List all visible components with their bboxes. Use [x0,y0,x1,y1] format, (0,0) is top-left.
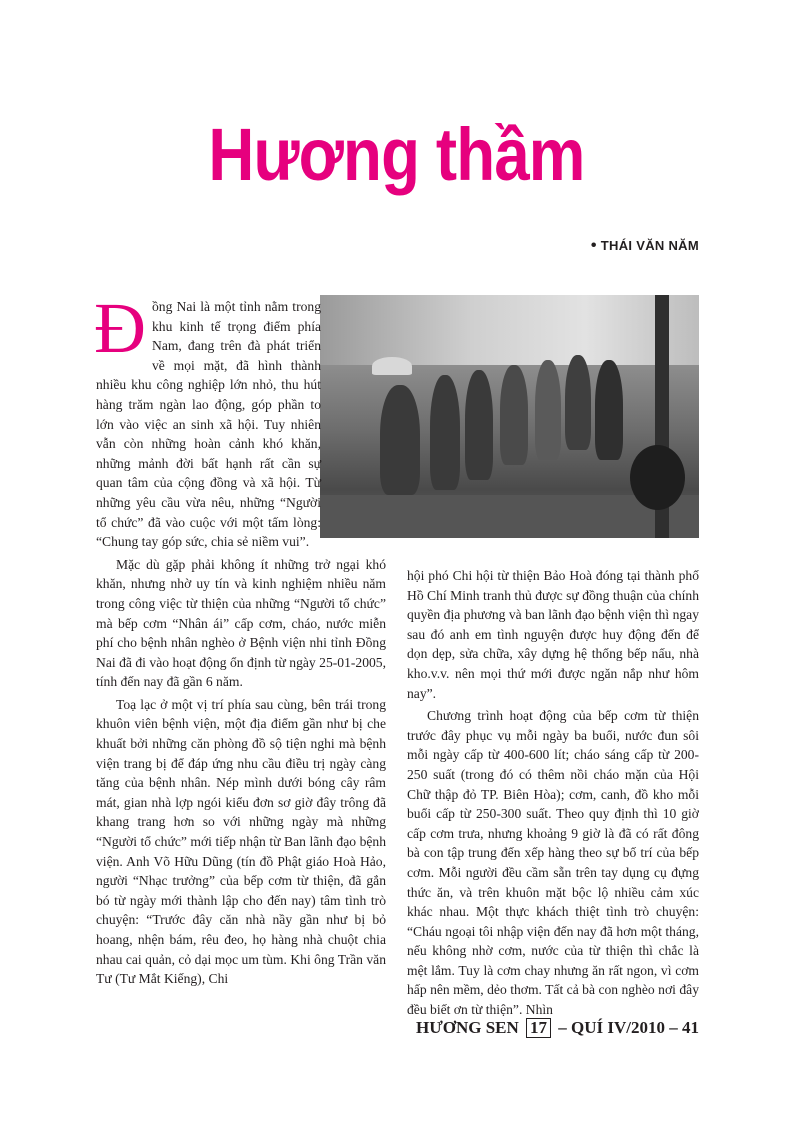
column-right [407,566,699,1020]
byline [591,237,699,255]
paragraph-2: Mặc dù gặp phải không ít những trở ngại khó khăn, nhưng nhờ uy tín và kinh nghiệm nhiều năm trong công việc từ thiện của những “Người tổ chức” mà bếp cơm “Nhân ái” cấp cơm, cháo, nước miễn phí cho bệnh nhân nghèo ở Bệnh viện nhi tỉnh Đồng Nai đã đi vào hoạt động ổn định từ ngày 25-01-2005, tính đến nay đã gần 6 năm. [96,556,386,690]
author-name: THÁI VĂN NĂM [600,238,699,253]
photo-crowd [360,355,630,505]
magazine-name: HƯƠNG SEN [415,1018,519,1037]
drop-cap: Đ [94,288,146,368]
paragraph-3: Toạ lạc ở một vị trí phía sau cùng, bên trái trong khuôn viên bệnh viện, một địa điểm gần như bị che khuất bởi những căn phòng đồ sộ tiện nghi mà bệnh viện trang bị để đáp ứng nhu cầu điều trị ngày càng tăng của bệnh nhân. Nép mình dưới bóng cây râm mát, gian nhà lợp ngói kiểu đơn sơ giờ đây trông đã khang trang hơn so với những ngày mà những “Người tổ chức” mới tiếp nhận từ Ban lãnh đạo bệnh viện. Anh Võ Hữu Dũng (tín đồ Phật giáo Hoà Hảo, người “Nhạc trưởng” của bếp cơm từ thiện, đã gắn bó từ ngày mới thành lập cho đến nay) tâm tình trò chuyện: “Trước đây căn nhà nầy gần như bị bỏ hoang, nhện bám, rêu đeo, họ hàng nhà chuột chia nhau cai quản, cỏ dại mọc um tùm. Khi ông Trần văn Tư (Tư Mắt Kiếng), Chi [96,696,386,987]
issue-date-page: – QUÍ IV/2010 – 41 [558,1018,699,1037]
bullet-icon: • [590,237,597,254]
page-footer [416,1018,699,1038]
paragraph-4: hội phó Chi hội từ thiện Bảo Hoà đóng tại thành phố Hồ Chí Minh tranh thủ được sự đồng thuận của chính quyền địa phương và ban lãnh đạo bệnh viện thì ngay sau đó anh em tình nguyện được huy động đến để dọn dẹp, sửa chữa, xây dựng hệ thống bếp nấu, nhà kho.v.v. nên mọi thứ mới được ngăn nắp như hôm nay”. [407,568,699,701]
column-left [94,288,386,989]
paragraph-5: Chương trình hoạt động của bếp cơm từ thiện trước đây phục vụ mỗi ngày ba buổi, nước đun sôi mỗi ngày cấp từ 400-600 lít; cháo sáng cấp từ 200-250 suất (trong đó có thêm nồi cháo mặn của Hội Chữ thập đỏ TP. Biên Hòa); cơm, canh, đồ kho mỗi buổi cấp từ 250-300 suất. Theo quy định thì 10 giờ cấp cơm trưa, nhưng khoảng 9 giờ là đã có rất đông bà con tập trung đến xếp hàng theo sự bố trí của bếp cơm. Mỗi người đều cầm sẵn trên tay dụng cụ đựng thức ăn, và trên khuôn mặt bộc lộ nhiều cảm xúc khác nhau. Một thực khách thiệt tình trò chuyện: “Cháu ngoại tôi nhập viện đến nay đã hơn một tháng, nếu không nhờ cơm, nước của từ thiện thì chắc là mệt lắm. Tuy là cơm chay nhưng ăn rất ngon, vì cơm hấp nên mềm, dẻo thơm. Tất cả bà con nghèo nơi đây đều biết ơn từ thiện”. Nhìn [407,708,699,1018]
lead-paragraph [94,288,321,552]
article-title: Hương thầm [208,113,585,196]
photo-child [630,445,685,510]
lead-text: ồng Nai là một tỉnh nằm trong khu kinh tế trọng điểm phía Nam, đang trên đà phát triển về mọi mặt, đã hình thành nhiều khu công nghiệp lớn nhỏ, thu hút hàng trăm ngàn lao động, góp phần to lớn vào việc an sinh xã hội. Tuy nhiên vẫn còn những hoàn cảnh khó khăn, những mảnh đời bất hạnh rất cần sự quan tâm của cộng đồng và xã hội. Từ những yêu cầu vừa nêu, những “Người tổ chức” đã vào cuộc với một tấm lòng: “Chung tay góp sức, chia sẻ niềm vui”. [96,299,321,550]
issue-number: 17 [526,1018,551,1038]
